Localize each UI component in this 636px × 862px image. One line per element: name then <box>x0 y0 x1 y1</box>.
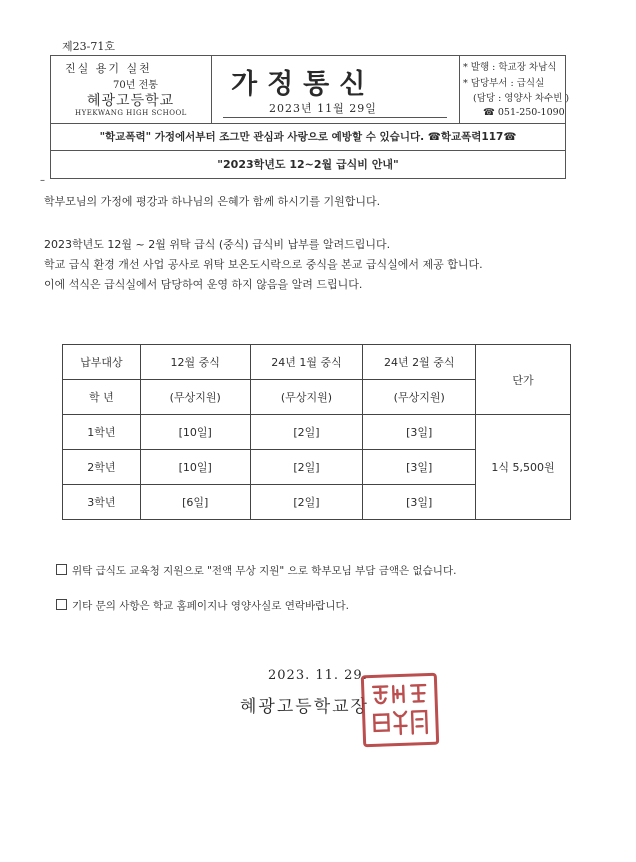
days-cell: [2일] <box>250 450 363 485</box>
newsletter-title: 가정통신 <box>231 69 376 100</box>
header-cell: 학 년 <box>63 380 141 415</box>
days-cell: [2일] <box>250 415 363 450</box>
notice-title: "2023학년도 12~2월 급식비 안내" <box>217 158 399 171</box>
official-seal-stamp <box>361 673 439 748</box>
days-cell: [10일] <box>140 450 250 485</box>
note-free-support <box>56 563 456 578</box>
header-cell: 납부대상 <box>63 345 141 380</box>
days-cell: [6일] <box>140 485 250 520</box>
unit-price-cell: 1식 5,500원 <box>476 415 571 520</box>
seal-glyphs-icon <box>367 679 433 741</box>
body-line-1: 2023학년도 12월 ~ 2월 위탁 급식 (중식) 급식비 납부를 알려드립니다. <box>44 238 391 251</box>
school-name-english: HYEKWANG HIGH SCHOOL <box>75 109 187 117</box>
greeting-text: 학부모님의 가정에 평강과 하나님의 은혜가 함께 하시기를 기원합니다. <box>44 195 381 208</box>
school-block <box>51 56 212 123</box>
contact-line: (담당 : 영양사 차수빈 ) <box>473 93 570 104</box>
issuer-info-block <box>459 56 570 123</box>
issuer-line: * 발행 : 학교장 차남식 <box>463 62 557 73</box>
header-cell: (무상지원) <box>250 380 363 415</box>
days-cell: [3일] <box>363 485 476 520</box>
table-row <box>63 415 571 450</box>
header-cell: 24년 2월 중식 <box>363 345 476 380</box>
header-cell-unit-price: 단가 <box>476 345 571 415</box>
days-cell: [3일] <box>363 450 476 485</box>
signature-name: 혜광고등학교장 <box>240 697 369 717</box>
grade-cell: 2학년 <box>63 450 141 485</box>
grade-cell: 3학년 <box>63 485 141 520</box>
header-cell: 24년 1월 중식 <box>250 345 363 380</box>
signature-date: 2023. 11. 29. <box>268 668 368 683</box>
days-cell: [10일] <box>140 415 250 450</box>
phone-line: ☎ 051-250-1090 <box>483 107 565 118</box>
days-cell: [3일] <box>363 415 476 450</box>
newsletter-title-block <box>211 56 460 123</box>
document-number: 제23-71호 <box>62 40 115 53</box>
dash-mark: – <box>40 175 45 186</box>
header-box <box>50 55 570 179</box>
school-motto: 진실 용기 실천 <box>65 62 152 75</box>
grade-cell: 1학년 <box>63 415 141 450</box>
days-cell: [2일] <box>250 485 363 520</box>
school-name: 혜광고등학교 <box>87 93 175 109</box>
note-text: 기타 문의 사항은 학교 홈페이지나 영양사실로 연락바랍니다. <box>72 600 349 612</box>
note-inquiry <box>56 598 349 613</box>
checkbox-icon <box>56 599 67 610</box>
issue-date: 2023년 11월 29일 <box>269 102 377 115</box>
school-anniversary: 70년 전통 <box>113 80 158 91</box>
body-line-2: 학교 급식 환경 개선 사업 공사로 위탁 보온도시락으로 중식을 본교 급식실에서 제공 합니다. <box>44 258 483 271</box>
header-cell: (무상지원) <box>363 380 476 415</box>
title-divider <box>223 117 447 118</box>
header-cell: (무상지원) <box>140 380 250 415</box>
note-text: 위탁 급식도 교육청 지원으로 "전액 무상 지원" 으로 학부모님 부담 금액은 없습니다. <box>72 565 457 577</box>
header-cell: 12월 중식 <box>140 345 250 380</box>
checkbox-icon <box>56 564 67 575</box>
body-line-3: 이에 석식은 급식실에서 담당하여 운영 하지 않음을 알려 드립니다. <box>44 278 363 291</box>
slogan-banner: "학교폭력" 가정에서부터 조그만 관심과 사랑으로 예방할 수 있습니다. ☎학교폭력117☎ <box>99 131 517 143</box>
meal-fee-table <box>62 344 571 520</box>
department-line: * 담당부서 : 급식실 <box>463 78 545 89</box>
